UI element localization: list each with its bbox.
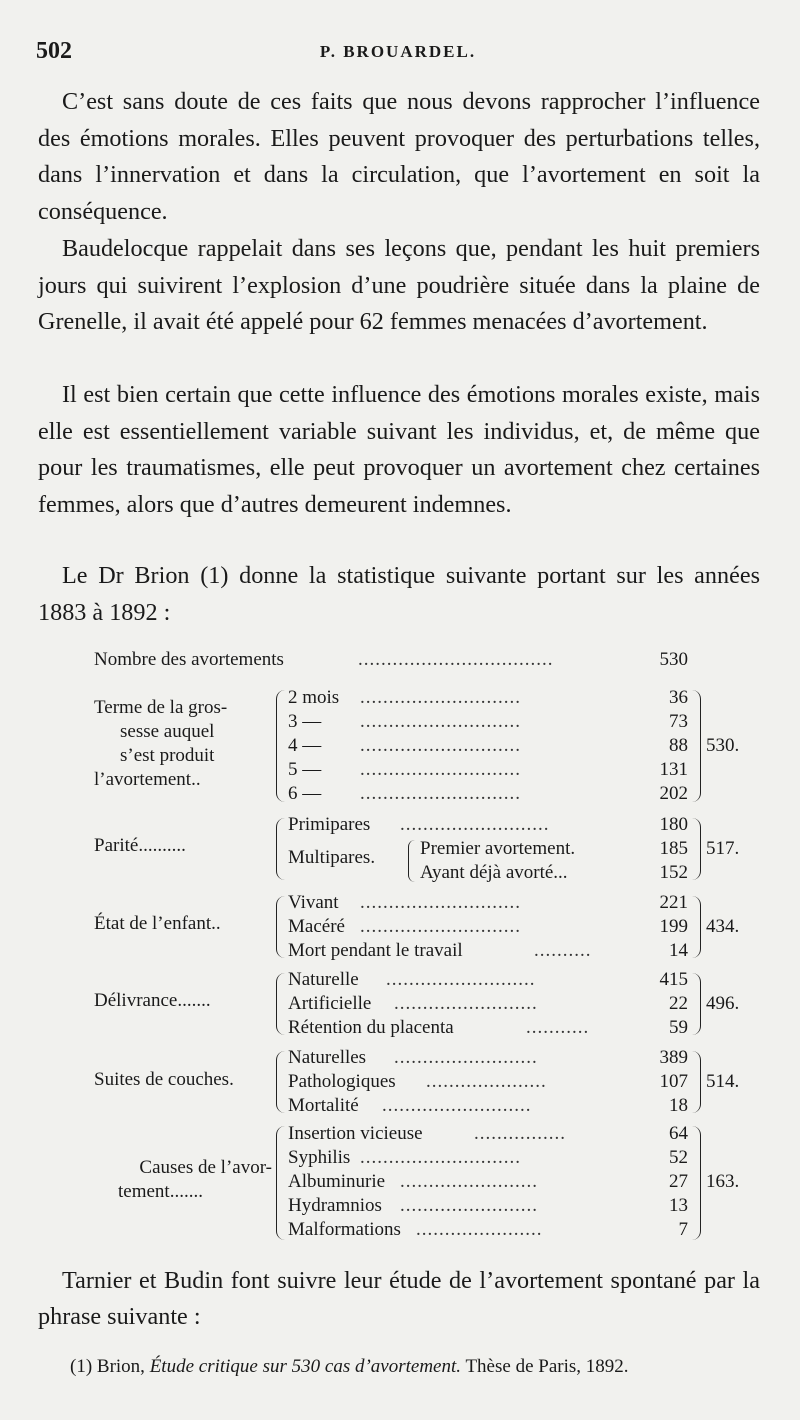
paragraph-4-text: Le Dr Brion (1) donne la statistique suivante portant sur les années 1883 à 1892 : <box>38 562 760 626</box>
footnote-author: Brion, <box>96 1356 145 1377</box>
delivrance-item-label: Rétention du placenta <box>288 1017 454 1038</box>
terme-label-line: l’avortement.. <box>94 769 201 790</box>
suites-item-value: 107 <box>659 1071 688 1092</box>
terme-sum: 530. <box>706 735 740 756</box>
paragraph-4 <box>38 558 760 631</box>
suites-item-label: Mortalité <box>288 1095 359 1116</box>
terme-item-label: 3 — <box>288 711 322 732</box>
enfant-label: État de l’enfant.. <box>94 913 221 934</box>
causes-item-label: Malformations <box>288 1219 401 1240</box>
delivrance-item-value: 22 <box>669 993 688 1014</box>
total-label: Nombre des avortements <box>94 649 284 670</box>
enfant-item-label: Vivant <box>288 892 339 913</box>
paragraph-3 <box>38 377 760 523</box>
terme-label-line: Terme de la gros- <box>94 697 228 718</box>
total-row: Nombre des avortements .................................. 530 <box>94 649 688 670</box>
terme-item-value: 36 <box>669 687 688 708</box>
causes-item-label: Syphilis <box>288 1147 351 1168</box>
delivrance-row: Artificielle ......................... 22 <box>288 993 688 1014</box>
paragraph-5-text: Tarnier et Budin font suivre leur étude de l’avortement spontané par la phrase suivante : <box>38 1267 760 1330</box>
parite-item-value: 185 <box>659 838 688 859</box>
enfant-row: Macéré ............................ 199 <box>288 916 688 937</box>
enfant-item-value: 221 <box>659 892 688 913</box>
suites-sum-row <box>90 1070 760 1094</box>
footnote <box>70 1356 629 1378</box>
parite-item-label: Premier avortement. <box>420 838 576 859</box>
terme-row: 3 — ............................ 73 <box>288 711 688 732</box>
causes-item-value: 52 <box>669 1147 688 1168</box>
terme-item-label: 6 — <box>288 783 322 804</box>
enfant-item-label: Mort pendant le travail <box>288 940 463 961</box>
page-header <box>36 38 760 68</box>
suites-item-label: Naturelles <box>288 1047 367 1068</box>
parite-item-label: Ayant déjà avorté... <box>420 862 568 883</box>
parite-item-label: Primipares <box>288 814 371 835</box>
enfant-item-value: 14 <box>669 940 688 961</box>
terme-row: 5 — ............................ 131 <box>288 759 688 780</box>
terme-item-label: 4 — <box>288 735 322 756</box>
suites-item-value: 389 <box>659 1047 688 1068</box>
causes-item-value: 64 <box>669 1123 688 1144</box>
footnote-title: Étude critique sur 530 cas d’avortement. <box>149 1356 462 1377</box>
enfant-item-label: Macéré <box>288 916 345 937</box>
multipares-label: Multipares. <box>288 847 376 868</box>
parite-item-value: 180 <box>659 814 688 835</box>
suites-item-label: Pathologiques <box>288 1071 396 1092</box>
suites-row: Pathologiques ..................... 107 <box>288 1071 688 1092</box>
delivrance-item-label: Naturelle <box>288 969 359 990</box>
suites-item-value: 18 <box>669 1095 688 1116</box>
terme-item-value: 73 <box>669 711 688 732</box>
causes-label-line: Causes de l’avor- <box>139 1157 272 1178</box>
paragraph-2-text: Baudelocque rappelait dans ses leçons que, pendant les huit premiers jours qui suivirent l’explosion d’une poudrière située dans la plaine de Grenelle, il avait été appelé pour 62 femmes menacées d’avortement. <box>38 235 760 335</box>
delivrance-item-value: 415 <box>659 969 688 990</box>
running-head: P. BROUARDEL. <box>319 42 477 61</box>
parite-sum-row <box>90 837 760 861</box>
causes-item-value: 7 <box>678 1219 688 1240</box>
footnote-number: (1) <box>70 1356 93 1377</box>
terme-sum-row <box>90 734 760 758</box>
terme-item-value: 202 <box>659 783 688 804</box>
causes-row: Syphilis ............................ 52 <box>288 1147 688 1168</box>
causes-row: Hydramnios ........................ 13 <box>288 1195 688 1216</box>
footnote-rest: Thèse de Paris, 1892. <box>465 1356 629 1377</box>
causes-item-value: 13 <box>669 1195 688 1216</box>
paragraph-1-text: C’est sans doute de ces faits que nous devons rapprocher l’influence des émotions morales. Elles peuvent provoquer des perturbations telles, dans l’innervation et dans la circulation, que l’avortement en soit la conséquence. <box>38 88 760 225</box>
delivrance-row: Rétention du placenta ........... 59 <box>288 1017 688 1038</box>
terme-item-value: 88 <box>669 735 688 756</box>
terme-row: 2 mois ............................ 36 <box>288 687 688 708</box>
terme-row: 6 — ............................ 202 <box>288 783 688 804</box>
suites-row: Mortalité .......................... 18 <box>288 1095 688 1116</box>
enfant-row: Vivant ............................ 221 <box>288 892 688 913</box>
terme-label-line: sesse auquel <box>120 721 215 742</box>
suites-sum: 514. <box>706 1071 740 1092</box>
enfant-item-value: 199 <box>659 916 688 937</box>
parite-label: Parité.......... <box>94 835 186 856</box>
causes-sum: 163. <box>706 1171 740 1192</box>
causes-item-value: 27 <box>669 1171 688 1192</box>
paragraph-5 <box>38 1263 760 1335</box>
delivrance-sum: 496. <box>706 993 740 1014</box>
terme-label-line: s’est produit <box>120 745 215 766</box>
delivrance-item-label: Artificielle <box>288 993 372 1014</box>
terme-item-value: 131 <box>659 759 688 780</box>
enfant-row: Mort pendant le travail .......... 14 <box>288 940 688 961</box>
terme-item-label: 5 — <box>288 759 322 780</box>
delivrance-sum-row <box>90 992 760 1016</box>
suites-label: Suites de couches. <box>94 1069 234 1090</box>
causes-item-label: Albuminurie <box>288 1171 386 1192</box>
causes-label-line: tement....... <box>118 1181 203 1202</box>
causes-row: Insertion vicieuse ................ 64 <box>288 1123 688 1144</box>
page-number: 502 <box>36 38 72 64</box>
causes-sum-row <box>90 1170 760 1194</box>
delivrance-item-value: 59 <box>669 1017 688 1038</box>
delivrance-label: Délivrance....... <box>94 990 211 1011</box>
causes-item-label: Insertion vicieuse <box>288 1123 423 1144</box>
terme-item-label: 2 mois <box>288 687 340 708</box>
paragraph-2 <box>38 231 760 341</box>
causes-item-label: Hydramnios <box>288 1195 382 1216</box>
paragraph-1 <box>38 84 760 230</box>
causes-row: Malformations ...................... 7 <box>288 1219 688 1240</box>
suites-row: Naturelles ......................... 389 <box>288 1047 688 1068</box>
enfant-sum: 434. <box>706 916 740 937</box>
enfant-sum-row <box>90 915 760 939</box>
total-value: 530 <box>659 649 688 670</box>
parite-row: Primipares .......................... 180 <box>288 814 688 835</box>
delivrance-row: Naturelle .......................... 415 <box>288 969 688 990</box>
parite-row <box>90 861 760 885</box>
causes-row: Albuminurie ........................ 27 <box>288 1171 688 1192</box>
parite-item-value: 152 <box>659 862 688 883</box>
parite-sum: 517. <box>706 838 740 859</box>
terme-row: 4 — ............................ 88 <box>288 735 688 756</box>
paragraph-3-text: Il est bien certain que cette influence des émotions morales existe, mais elle est essentiellement variable suivant les individus, et, de même que pour les traumatismes, elle peut provoquer un avortement chez certaines femmes, alors que d’autres demeurent indemnes. <box>38 381 760 518</box>
